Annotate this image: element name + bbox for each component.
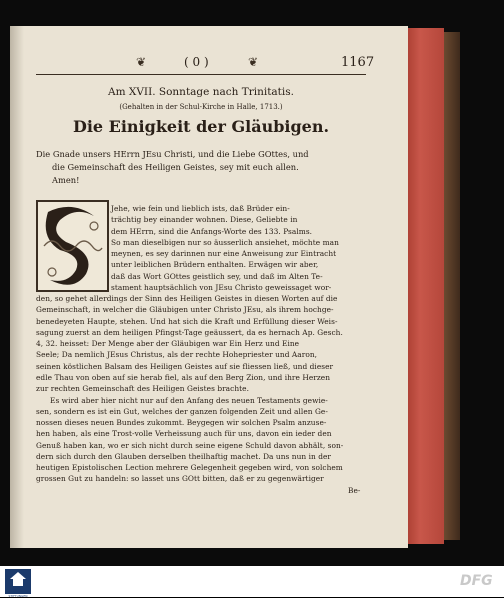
header-rule: [36, 74, 366, 75]
body-line: Es wird aber hier nicht nur auf den Anfang des neuen Testaments gewie-: [50, 396, 328, 405]
body-line: edle Thau von oben auf sie herab fiel, als auf den Berg Zion, und ihre Herzen: [36, 373, 331, 382]
body-line: Gemeinschaft, in welcher die Gläubigen unter Christo JEsu, als ihrem hochge-: [36, 305, 334, 314]
catchword: Be-: [348, 486, 361, 495]
greeting-line-1: Die Gnade unsers HErrn JEsu Christi, und die Liebe GOttes, und: [36, 149, 309, 159]
body-line: grossen Gut zu handeln: so lasset uns GOtt bitten, daß er zu gegenwärtiger: [36, 474, 324, 483]
body-line: dem HErrn, sind die Anfangs-Worte des 133. Psalms.: [111, 227, 313, 236]
sermon-title: Die Einigkeit der Gläubigen.: [72, 117, 330, 136]
body-line: dern sich durch den Glauben derselben theilhaftig machet. Da uns nun in der: [36, 452, 332, 461]
body-line: Genuß haben kan, wo er sich nicht durch seine eigene Schuld davon abhält, son-: [36, 441, 344, 450]
ornament-left-icon: ❦: [136, 55, 147, 69]
body-line: heutigen Epistolischen Lection mehrere Gelegenheit gegeben wird, von solchem: [36, 463, 343, 472]
body-line: seinen köstlichen Balsam des Heiligen Geistes auf sie fliessen ließ, und dieser: [36, 362, 334, 371]
body-line: meynen, es sey darinnen nur eine Anweisung zur Eintracht: [111, 249, 337, 258]
sermon-place: (Gehalten in der Schul-Kirche in Halle, 1713.): [119, 103, 283, 111]
page-number: ( 0 ): [184, 55, 209, 69]
body-line: Jehe, wie fein und lieblich ists, daß Brüder ein-: [111, 204, 290, 213]
body-line: So man dieselbigen nur so äusserlich ansiehet, möchte man: [111, 238, 339, 247]
body-line: 4, 32. heisset: Der Menge aber der Gläubigen war Ein Herz und Eine: [36, 339, 300, 348]
greeting-line-2: die Gemeinschaft des Heiligen Geistes, sey mit euch allen.: [52, 162, 299, 172]
decorative-initial-s-icon: [36, 200, 109, 292]
book-cover-edge: [444, 32, 460, 540]
body-line: Seele; Da nemlich JEsus Christus, als der rechte Hohepriester und Aaron,: [36, 350, 318, 359]
logo-caption: FRANCKESCHE STIFTUNGEN: [6, 590, 30, 598]
folio-number: 1167: [341, 55, 375, 70]
body-line: unter leiblichen Brüdern enthalten. Erwägen wir aber,: [111, 260, 319, 269]
viewer-footer: [0, 566, 504, 597]
red-page-edge: [404, 28, 444, 544]
body-line: trächtig bey einander wohnen. Diese, Geliebte in: [111, 215, 298, 224]
running-header: [36, 55, 375, 71]
body-line: stament hauptsächlich von JEsu Christo geweissaget wor-: [111, 283, 332, 292]
sermon-occasion: Am XVII. Sonntage nach Trinitatis.: [108, 86, 294, 98]
body-line: den, so gehet allerdings der Sinn des Heiligen Geistes in diesen Worten auf die: [36, 294, 338, 303]
greeting-line-3: Amen!: [52, 175, 80, 185]
body-line: sen, sondern es ist ein Gut, welches der ganzen folgenden Zeit und allen Ge-: [36, 407, 328, 416]
page-gutter-shadow: [10, 26, 24, 548]
ornament-right-icon: ❦: [248, 55, 259, 69]
body-line: daß das Wort GOttes geistlich sey, und daß im Alten Te-: [111, 272, 323, 281]
dfg-logo: DFG: [460, 573, 493, 589]
body-line: sagung zuerst an dem heiligen Pfingst-Tage geäussert, da es hernach Ap. Gesch.: [36, 328, 343, 337]
body-line: nossen dieses neuen Bundes zukommt. Beygegen wir solchen Psalm anzuse-: [36, 418, 327, 427]
body-line: zur rechten Gemeinschaft des Heiligen Geistes brachte.: [36, 384, 249, 393]
body-line: benedeyeten Haupte, stehen. Und hat sich die Kraft und Erfüllung dieser Weis-: [36, 317, 338, 326]
body-line: hen haben, als eine Trost-volle Verheissung auch für uns, davon ein ieder den: [36, 429, 332, 438]
